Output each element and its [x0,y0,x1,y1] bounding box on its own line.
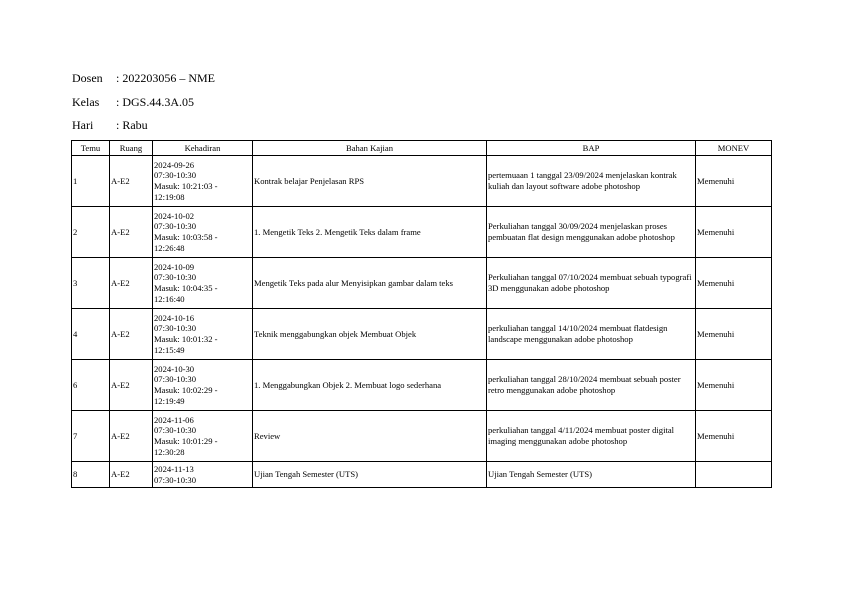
schedule-table [71,140,772,488]
bap-cell: Ujian Tengah Semester (UTS) [487,462,696,488]
bahan-kajian-cell: 1. Mengetik Teks 2. Mengetik Teks dalam frame [253,207,487,258]
dosen-value: : 202203056 – NME [116,71,215,85]
temu-cell: 1 [72,156,110,207]
kehadiran-date: 2024-10-02 [154,210,195,221]
kehadiran-checkin: Masuk: 10:21:03 - [154,181,218,191]
temu-cell: 6 [72,360,110,411]
ruang-cell: A-E2 [110,411,153,462]
kehadiran-schedule: 07:30-10:30 [154,323,197,334]
ruang-cell: A-E2 [110,156,153,207]
column-header-bap: BAP [487,141,696,156]
column-header-kehadiran: Kehadiran [153,141,253,156]
kehadiran-checkin: Masuk: 10:04:35 - [154,283,218,293]
table-row [72,462,772,488]
table-header-row [72,141,772,156]
monev-cell: Memenuhi [696,309,772,360]
hari-label: Hari [72,118,94,132]
kehadiran-checkout: 12:16:40 [154,293,185,304]
kehadiran-checkout: 12:15:49 [154,344,185,355]
kehadiran-cell [153,207,253,258]
bahan-kajian-cell: 1. Menggabungkan Objek 2. Membuat logo sederhana [253,360,487,411]
ruang-cell: A-E2 [110,309,153,360]
bap-cell: pertemuaan 1 tanggal 23/09/2024 menjelaskan kontrak kuliah dan layout software adobe photoshop [487,156,696,207]
kehadiran-schedule: 07:30-10:30 [154,170,197,181]
temu-cell: 4 [72,309,110,360]
kehadiran-schedule: 07:30-10:30 [154,474,197,485]
column-header-ruang: Ruang [110,141,153,156]
bap-cell: Perkuliahan tanggal 07/10/2024 membuat sebuah typografi 3D menggunakan adobe photoshop [487,258,696,309]
kelas-label: Kelas [72,94,100,109]
dosen-label: Dosen [72,71,103,85]
kehadiran-date: 2024-11-06 [154,414,194,425]
table-row [72,360,772,411]
kehadiran-date: 2024-10-16 [154,312,195,323]
kehadiran-cell [153,258,253,309]
monev-cell: Memenuhi [696,156,772,207]
bahan-kajian-cell: Review [253,411,487,462]
bahan-kajian-cell: Mengetik Teks pada alur Menyisipkan gambar dalam teks [253,258,487,309]
kehadiran-schedule: 07:30-10:30 [154,374,197,385]
temu-cell: 7 [72,411,110,462]
kehadiran-checkin: Masuk: 10:01:32 - [154,334,218,344]
hari-line [72,117,215,133]
hari-value: : Rabu [116,118,148,132]
table-row [72,309,772,360]
kehadiran-cell [153,360,253,411]
monev-cell: Memenuhi [696,207,772,258]
table-row [72,156,772,207]
kehadiran-cell [153,156,253,207]
kelas-line [72,94,215,110]
bap-cell: perkuliahan tanggal 28/10/2024 membuat sebuah poster retro menggunakan adobe photoshop [487,360,696,411]
column-header-bahan-kajian: Bahan Kajian [253,141,487,156]
kehadiran-date: 2024-10-09 [154,261,195,272]
monev-cell: Memenuhi [696,411,772,462]
ruang-cell: A-E2 [110,207,153,258]
kehadiran-schedule: 07:30-10:30 [154,272,197,283]
monev-cell: Memenuhi [696,258,772,309]
kehadiran-checkout: 12:26:48 [154,242,185,253]
kehadiran-checkin: Masuk: 10:01:29 - [154,436,218,446]
kehadiran-checkout: 12:19:08 [154,191,185,202]
temu-cell: 8 [72,462,110,488]
document-header [72,70,215,141]
bahan-kajian-cell: Ujian Tengah Semester (UTS) [253,462,487,488]
kehadiran-checkin: Masuk: 10:02:29 - [154,385,218,395]
bap-cell: Perkuliahan tanggal 30/09/2024 menjelaskan proses pembuatan flat design menggunakan adobe photoshop [487,207,696,258]
monev-cell [696,462,772,488]
kehadiran-cell [153,309,253,360]
column-header-monev: MONEV [696,141,772,156]
kelas-value: : DGS.44.3A.05 [116,94,195,109]
kehadiran-date: 2024-10-30 [154,363,195,374]
dosen-line [72,70,215,86]
kehadiran-checkout: 12:19:49 [154,395,185,406]
kehadiran-schedule: 07:30-10:30 [154,221,197,232]
bap-cell: perkuliahan tanggal 4/11/2024 membuat poster digital imaging menggunakan adobe photoshop [487,411,696,462]
kehadiran-cell [153,411,253,462]
temu-cell: 2 [72,207,110,258]
ruang-cell: A-E2 [110,462,153,488]
ruang-cell: A-E2 [110,258,153,309]
table-row [72,258,772,309]
table-row [72,411,772,462]
bahan-kajian-cell: Kontrak belajar Penjelasan RPS [253,156,487,207]
bap-cell: perkuliahan tanggal 14/10/2024 membuat flatdesign landscape menggunakan adobe photoshop [487,309,696,360]
kehadiran-checkout: 12:30:28 [154,446,185,457]
bahan-kajian-cell: Teknik menggabungkan objek Membuat Objek [253,309,487,360]
kehadiran-schedule: 07:30-10:30 [154,425,197,436]
kehadiran-checkin: Masuk: 10:03:58 - [154,232,218,242]
monev-cell: Memenuhi [696,360,772,411]
table-row [72,207,772,258]
kehadiran-date: 2024-11-13 [154,463,194,474]
temu-cell: 3 [72,258,110,309]
kehadiran-cell [153,462,253,488]
kehadiran-date: 2024-09-26 [154,159,195,170]
ruang-cell: A-E2 [110,360,153,411]
column-header-temu: Temu [72,141,110,156]
